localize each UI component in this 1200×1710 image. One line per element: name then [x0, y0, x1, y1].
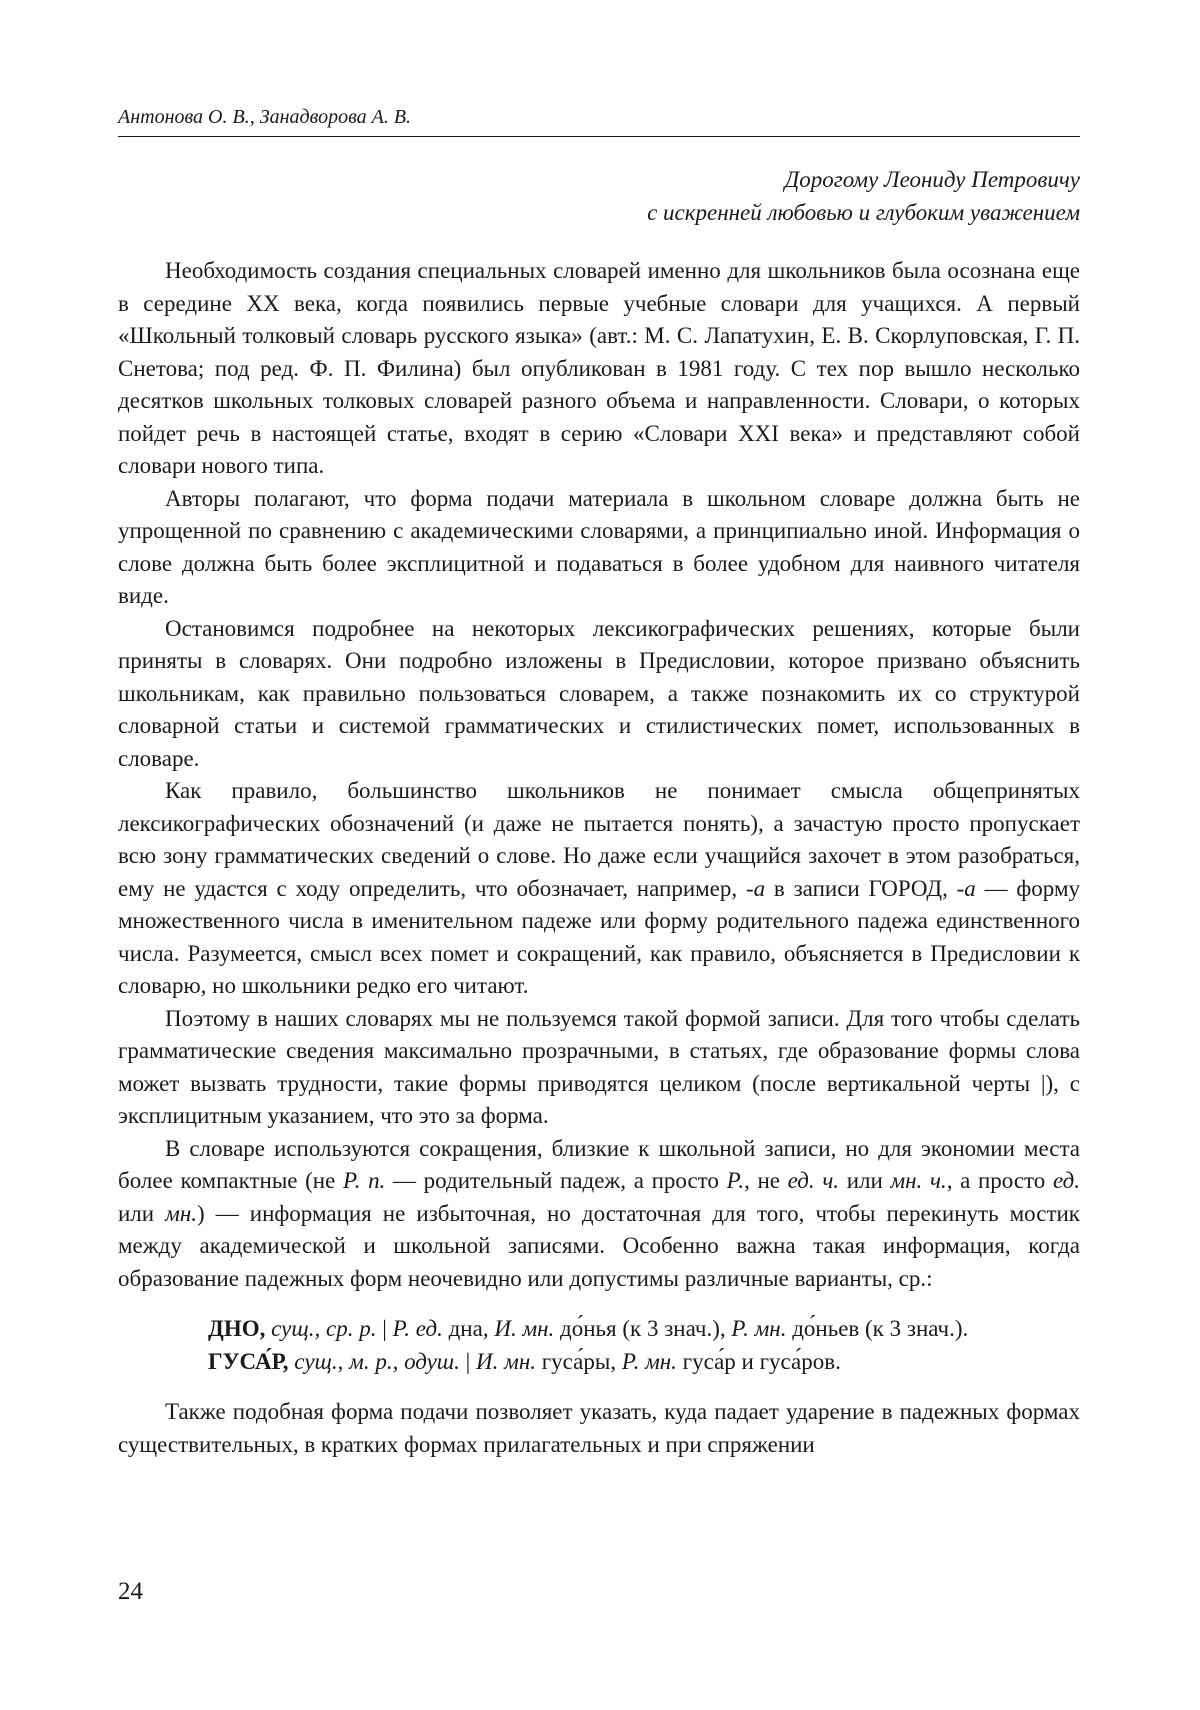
- entry-text: |: [459, 1348, 477, 1374]
- entry-text: гуса́ры,: [535, 1348, 622, 1374]
- paragraph-4-ending: -а: [745, 875, 766, 901]
- paragraph-6-abbr: ед.: [1052, 1168, 1080, 1193]
- article-body: [118, 255, 1080, 1461]
- entry-label: Р. мн.: [731, 1316, 787, 1341]
- paragraph-6-abbr: мн. ч.: [890, 1168, 947, 1193]
- paragraph-2: Авторы полагают, что форма подачи материала в школьном словаре должна быть не упрощенной по сравнению с академическими словарями, а принципиально иной. Информация о слове должна быть более эксплицитной и подаваться в более удобном для наивного читателя виде.: [118, 485, 1080, 608]
- dedication-line-2: с искренней любовью и глубоким уважением: [647, 200, 1080, 225]
- paragraph-6-abbr: Р. п.: [342, 1168, 386, 1193]
- entry-label: Р. мн.: [621, 1348, 677, 1374]
- entry-label: Р. ед.: [392, 1316, 443, 1341]
- paragraph-1: Необходимость создания специальных словарей именно для школьников была осознана еще в середине XX века, когда появились первые учебные словари для учащихся. А первый «Школьный толковый словарь русского языка» (авт.: М. С. Лапатухин, Е. В. Скорлуповская, Г. П. Снетова; под ред. Ф. П. Филина) был опубликован в 1981 году. С тех пор вышло несколько десятков школьных толковых словарей разного объема и направленности. Словари, о которых пойдет речь в настоящей статье, входят в серию «Словари XXI века» и представляют собой словари нового типа.: [118, 258, 1080, 478]
- entry-label: И. мн.: [494, 1316, 555, 1341]
- dictionary-examples: [118, 1313, 1080, 1378]
- header-rule: [118, 136, 1080, 137]
- dictionary-entry-dno: [165, 1313, 1080, 1346]
- dictionary-entry-gusar: [165, 1346, 1080, 1379]
- entry-headword: ГУСА́Р,: [208, 1348, 289, 1374]
- paragraph-4-text: в записи ГОРОД,: [765, 875, 957, 901]
- paragraph-5: Поэтому в наших словарях мы не пользуемся такой формой записи. Для того чтобы сделать грамматические сведения максимально прозрачными, в статьях, где образование формы слова может вызвать трудности, такие формы приводятся целиком (после вертикальной черты |), с эксплицитным указанием, что это за форма.: [118, 1005, 1080, 1128]
- entry-text: до́ньев (к 3 знач.).: [786, 1316, 969, 1341]
- dedication: [380, 163, 1080, 229]
- entry-label: сущ., ср. р.: [271, 1316, 377, 1341]
- paragraph-6-abbr: мн.: [165, 1200, 197, 1226]
- entry-label: сущ., м. р., одуш.: [294, 1348, 460, 1374]
- paragraph-6-text: — родительный падеж, а просто: [385, 1168, 727, 1193]
- paragraph-4-ending: -а: [956, 875, 976, 901]
- entry-text: |: [376, 1316, 393, 1341]
- paragraph-6-text: В словаре используются сокращения, близкие к школьной записи, но для экономии места более компактные (не: [118, 1135, 1080, 1193]
- entry-text: дна,: [442, 1316, 495, 1341]
- page-number: 24: [118, 1578, 143, 1605]
- paragraph-6-text: , а просто: [946, 1168, 1053, 1193]
- paragraph-3: Остановимся подробнее на некоторых лексикографических решениях, которые были приняты в словарях. Они подробно изложены в Предисловии, которое призвано объяснить школьникам, как правильно пользоваться словарем, а также познакомить их со структурой словарной статьи и системой грамматических и стилистических помет, использованных в словаре.: [118, 615, 1080, 771]
- paragraph-6-text: или: [839, 1168, 891, 1193]
- paragraph-7: Также подобная форма подачи позволяет указать, куда падает ударение в падежных формах существительных, в кратких формах прилагательных и при спряжении: [118, 1399, 1080, 1457]
- running-head: Антонова О. В., Занадворова А. В.: [118, 106, 412, 128]
- paragraph-6-text: ) — информация не избыточная, но достаточная для того, чтобы перекинуть мостик между академической и школьной записями. Особенно важна такая информация, когда образование падежных форм неочевидно или допустимы различные варианты, ср.:: [118, 1200, 1080, 1291]
- dedication-line-1: Дорогому Леониду Петровичу: [784, 167, 1080, 192]
- paragraph-6-abbr: ед. ч.: [787, 1168, 840, 1193]
- paragraph-4-text: Как правило, большинство школьников не понимает смысла общепринятых лексикографических обозначений (и даже не пытается понять), а зачастую просто пропускает всю зону грамматических сведений о слове. Но даже если учащийся захочет в этом разобраться, ему не удастся с ходу определить, что обозначает, например,: [118, 778, 1080, 901]
- paragraph-6-text: , не: [744, 1168, 788, 1193]
- entry-text: до́нья (к 3 знач.),: [554, 1316, 732, 1341]
- paragraph-4: [118, 775, 1080, 1003]
- paragraph-6-abbr: Р.: [726, 1168, 745, 1193]
- paragraph-6: [118, 1133, 1080, 1296]
- entry-text: гуса́р и гуса́ров.: [676, 1348, 841, 1374]
- paragraph-4-text: — форму множественного числа в именительном падеже или форму родительного падежа единственного числа. Разумеется, смысл всех помет и сокращений, как правило, объясняется в Предисловии к словарю, но школьники редко его читают.: [118, 875, 1081, 998]
- entry-label: И. мн.: [476, 1348, 536, 1374]
- paragraph-6-text: или: [118, 1200, 166, 1226]
- entry-headword: ДНО,: [208, 1316, 266, 1341]
